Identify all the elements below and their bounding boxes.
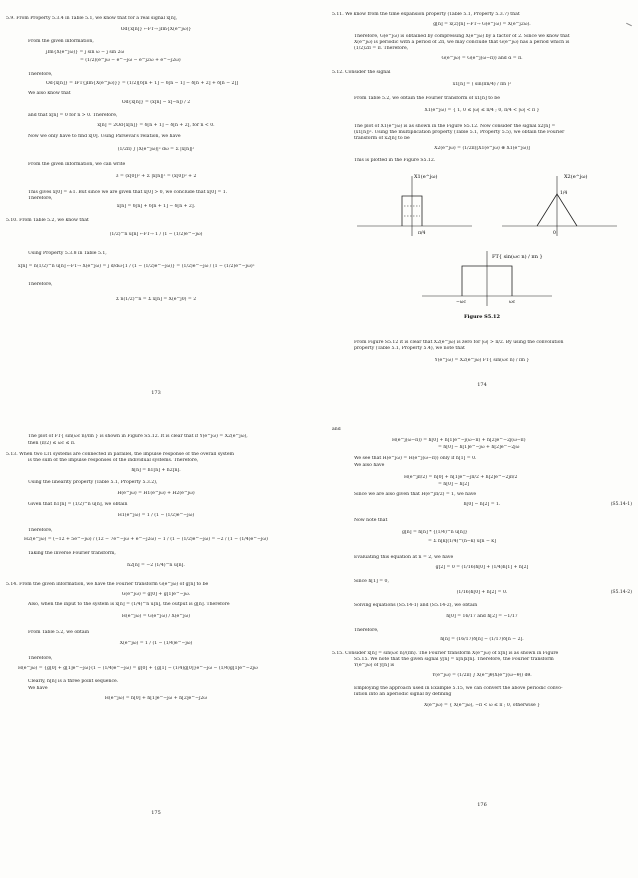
text-line: (x1[n])². Using the multiplication property (Table 5.1, Property 5.5), we obtain the Fourier [354,130,565,135]
text-line: Therefore, [28,196,53,201]
equation: (1/2π) ∫ |X(e^jω)|² dω = Σ |x[n]|² [117,147,195,152]
equation: 3 = (x[0])² + Σ |x[n]|² = (x[0])² + 2 [115,174,197,179]
text-line: We see that H(e^jω) = H(e^j(ω−π)) only if h[1] = 0. [354,456,477,461]
page-number: 173 [151,390,161,396]
equation: Od{x[n]} = (x[n] − x[−n]) / 2 [121,100,191,105]
equation: H1(e^jω) = 1 / (1 − (1/2)e^−jω) [117,513,195,518]
text-line: We have [28,686,48,691]
equation: Y(e^jω) = (1/2π) ∫ X(e^jθ)X(e^j(ω−θ)) dθ. [432,673,532,678]
equation: Y(e^jω) = X2(e^jω) FT{ sin(ωc n) / πn } [434,358,530,363]
equation: = h[0] − h[1]e^−jω + h[2]e^−2jω [438,445,520,450]
equation: H(e^jπ/2) = h[0] + h[1]e^−jπ/2 + h[2]e^−2jπ/2 [404,475,518,480]
text-line: From Figure S5.12 it is clear that X2(e^jω) is zero for |ω| > π/2. By using the convolution [354,340,564,345]
problem-5-12-intro: 5.12. Consider the signal [332,70,391,75]
text-line: Since h[1] = 0, [354,579,389,584]
equation: X(e^jω) = 1 / (1 − (1/4)e^−jω) [119,641,193,646]
text-line: From Table 5.2, we obtain [28,630,90,635]
fig-caption: Figure S5.12 [464,314,500,320]
text-line: Therefore, [28,656,53,661]
text-line: Using the linearity property (Table 5.1, Property 5.3.2), [28,480,158,485]
page-number: 175 [151,810,161,816]
page-175 [6,430,306,850]
text-line: Therefore, [28,528,53,533]
equation: H(e^j(ω−π)) = h[0] + h[1]e^−j(ω−π) + h[2]e^−2j(ω−π) [392,438,526,443]
equation: (1/2)^n u[n] ←FT→ 1 / (1 − (1/2)e^−jω) [109,232,203,237]
text-line: This is plotted in the Figure S5.12. [354,158,436,163]
fig-peak: 1/4 [560,191,568,196]
text-line: This gives x[0] = ±1. But since we are given that x[0] > 0, we conclude that x[0] = 1. [28,190,228,195]
text-line: Y(e^jω) of y[n] is [354,663,395,668]
text-line: lution into an aperiodic signal by defining [354,692,452,697]
page-number: 174 [477,382,487,388]
equation: = Σ h[k](1/4)^(n−k) u[n − k] [428,539,496,544]
equation: Od{x[n]} = IFT{jIm{X(e^jω)}} = (1/2)[δ[n + 1] − δ[n − 1] − δ[n + 2] + δ[n − 2]] [46,81,239,86]
page-176 [332,427,632,850]
equation: h[n] = (16/17)δ[n] − (1/17)δ[n − 2]. [440,637,524,642]
text-line: Given that h1[n] = (1/2)^n u[n], we obtain [28,502,128,507]
text-line: Since we are also given that H(e^jπ/2) = 1, we have [354,492,477,497]
fig-tick-neg-wc: −ωc [456,300,466,305]
equation: g[n] = x(2)[n] ←FT→ G(e^jω) = X(e^j2ω). [433,22,531,27]
fig-label-x2: X2(e^jω) [564,174,588,180]
text-line: S5.15. We note that the given signal y[n] = x[n]x[n]. Therefore, the Fourier transform [354,657,554,662]
fig-label-x1: X1(e^jω) [414,174,438,180]
fig-tick-pi4: π/4 [418,231,426,236]
text-line: Now note that [354,518,388,523]
text-line: Now we only have to find x[0]. Using Parseval's relation, we have [28,134,181,139]
problem-5-13-intro: 5.13. When two LTI systems are connected in parallel, the impulse response of the overall system [6,452,234,457]
equation: h2[n] = −2 (1/4)^n u[n]. [127,563,185,568]
text-line: We also have [354,463,385,468]
page-174 [332,10,632,430]
equation: jIm{X(e^jω)} = j sin ω − j sin 2ω [46,50,125,55]
problem-5-9-intro: 5.9. From Property 5.3.4 in Table 5.1, we know that for a real signal x[n], [6,16,178,21]
problem-5-11-intro: 5.11. We know from the time expansion property (Table 5.1, Property 5.3.7) that [332,12,520,17]
equation: h[0] − h[2] = 1. [463,502,501,507]
equation: H(e^jω) = h[0] + h[1]e^−jω + h[2]e^−j2ω [104,696,208,701]
equation: Od{x[n]} ←FT→ jIm{X(e^jω)} [120,27,192,32]
equation: x[n] = δ[n] + δ[n + 1] − δ[n + 2]. [116,204,196,209]
equation-number: (S5.14-2) [610,590,632,595]
equation: G(e^jω) = g[0] + g[1]e^−jω. [121,592,191,597]
page-173 [6,10,306,430]
equation: H(e^jω) = H1(e^jω) + H2(e^jω) [117,491,195,496]
text-line: We also know that [28,91,71,96]
text-line: property (Table 5.1, Property 5.4), we note that [354,346,465,351]
text-line: X(e^jω) is periodic with a period of 2π, we may conclude that G(e^jω) has a period which is [354,40,570,45]
text-line: From Table 5.2, we obtain the Fourier transform of x1[n] to be [354,96,500,101]
text-line: The plot of FT{ sin(ωc n)/πn } is shown in Figure S5.12. It is clear that if Y(e^jω) = X2(e^jω), [28,434,248,439]
problem-5-15-intro: 5.15. Consider x[n] = sin(ωc n)/(πn). The Fourier transform X(e^jω) of x[n] is as shown in Figure [332,651,559,656]
text-line: then (π/2) ≤ ωc ≤ π. [28,441,76,446]
equation: Σ n(1/2)^n = Σ x[n] = X(e^j0) = 2 [115,297,197,302]
equation: G(e^jω) = G(e^j(ω−π)) and α = π. [441,56,523,61]
text-line: Therefore, [28,72,53,77]
text-line: Solving equations (S5.14-1) and (S5.14-2), we obtain [354,603,478,608]
text-line: The plot of X1(e^jω) is as shown in the Figure S5.12. Now consider the signal x2[n] = [354,124,556,129]
problem-5-10-intro: 5.10. From Table 5.2, we know that [6,218,89,223]
equation-number: (S5.14-1) [610,502,632,507]
text-line: (1/2)2π = π. Therefore, [354,46,409,51]
fig-label-ft: FT{ sin(ωc n) / πn } [492,254,543,260]
equation: = (1/2)(e^jω − e^−jω − e^j2ω + e^−j2ω) [80,58,181,63]
equation: H2(e^jω) = (−12 + 5e^−jω) / (12 − 7e^−jω + e^−j2ω) − 1 / (1 − (1/2)e^−jω) = −2 / (1 − (1/4)e^−jω) [24,537,268,542]
text-line: is the sum of the impulse responses of the individual systems. Therefore, [28,458,199,463]
text-line: From the given information, [28,39,94,44]
equation: H(e^jω) = G(e^jω) / X(e^jω) [121,614,191,619]
equation: h[0] = 16/17 and h[2] = −1/17 [446,614,518,619]
text-line: Therefore, G(e^jω) is obtained by compressing X(e^jω) by a factor of 2. Since we know that [354,34,570,39]
equation: g[n] = h[n] * {(1/4)^n u[n]} [402,530,468,535]
fig-tick-wc: ωc [509,300,516,305]
text-line: From the given information, we can write [28,162,126,167]
text-line: Using Property 5.3.8 in Table 5.1, [28,251,107,256]
equation: x[n] = n(1/2)^n u[n] ←FT→ X(e^jω) = j d/dω{1 / (1 − (1/2)e^−jω)} = (1/2)e^−jω / (1 − (1/2)e^−jω)² [18,264,255,269]
equation: = h[0] − h[2] [438,482,470,487]
equation: g[2] = 0 = (1/16)h[0] + (1/4)h[1] + h[2] [435,565,529,570]
problem-5-14-intro: 5.14. From the given information, we have the Fourier transform G(e^jω) of g[n] to be [6,582,209,587]
text-line: and that x[n] = 0 for n > 0. Therefore, [28,113,118,118]
text-line: and [332,427,341,432]
text-line: Evaluating this equation at n = 2, we have [354,555,454,560]
equation: (1/16)h[0] + h[2] = 0. [456,590,508,595]
fig-tick-0: 0 [553,231,556,236]
text-line: Taking the inverse Fourier transform, [28,551,116,556]
text-line: Also, when the input to the system is x[n] = (1/4)^n u[n], the output is g[n]. Therefore [28,602,230,607]
text-line: Therefore, [354,628,379,633]
equation: x[n] = 2Od{x[n]} = δ[n + 1] − δ[n + 2], for n < 0. [97,123,215,128]
page-number: 176 [477,802,487,808]
equation: x1[n] = ( sin(πn/4) / πn )² [452,82,512,87]
text-line: Employing the approach used in Example 5.15, we can convert the above periodic convo- [354,686,563,691]
figure-s5-12 [352,166,622,326]
equation: X̂(e^jω) = { X(e^jω), −π < ω ≤ π ; 0, otherwise } [423,703,541,708]
equation: X1(e^jω) = { 1, 0 ≤ |ω| ≤ π/4 ; 0, π/4 < |ω| < π } [424,108,540,113]
text-line: transform of x2[n] to be [354,136,410,141]
equation: X2(e^jω) = (1/2π)[X1(e^jω) ⊛ X1(e^jω)] [434,146,530,151]
equation: h[n] = h1[n] + h2[n]. [131,468,181,473]
text-line: Clearly, h[n] is a three point sequence. [28,679,119,684]
equation: H(e^jω) = {g[0] + g[1]e^−jω}(1 − (1/4)e^−jω) = g[0] + {g[1] − (1/4)g[0]}e^−jω − (1/4)g[1]e^−2jω [18,666,258,671]
text-line: Therefore, [28,282,53,287]
